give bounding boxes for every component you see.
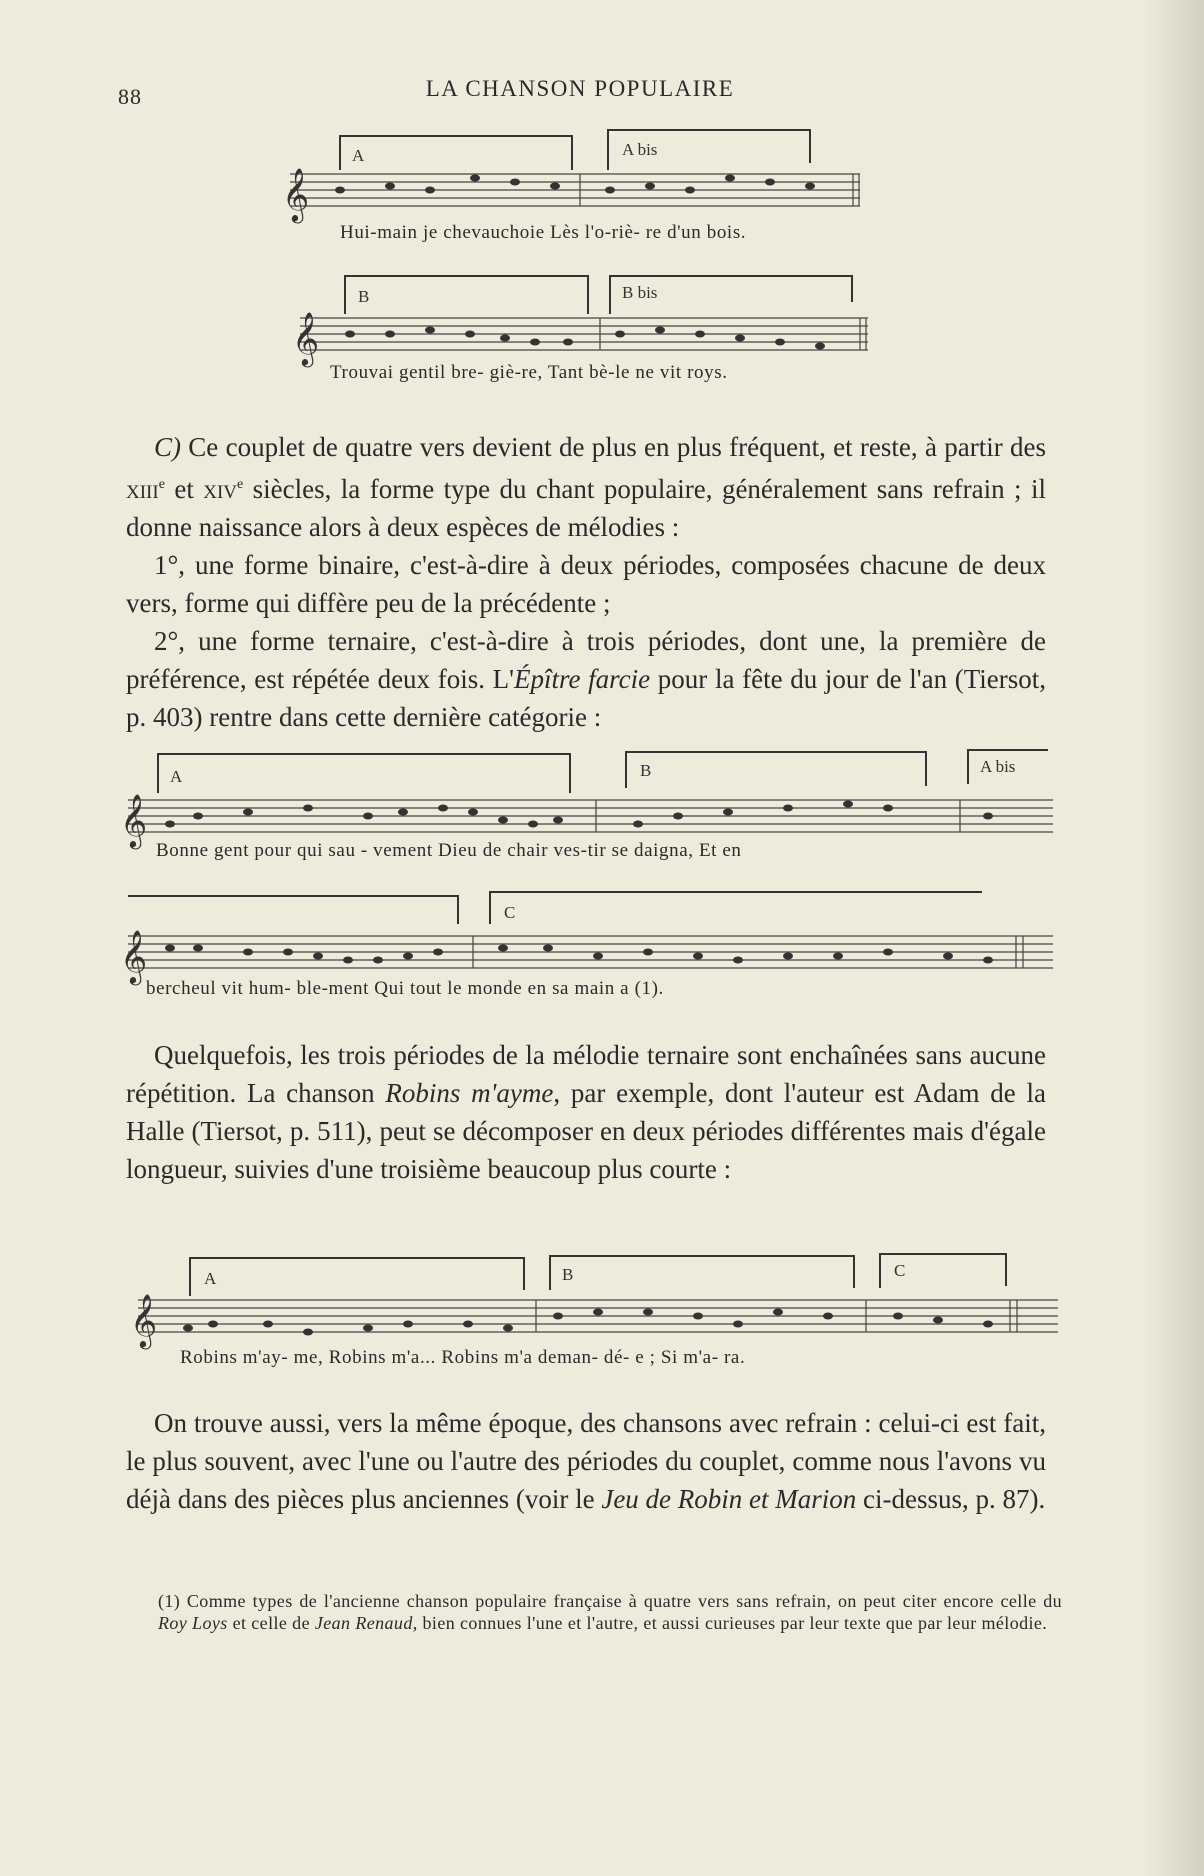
section-bracket-a-bis-continued: [128, 896, 458, 924]
treble-clef-icon: 𝄞: [282, 167, 310, 221]
section-label-a: A: [352, 146, 365, 165]
paragraph-text: Quelquefois, les trois périodes de la mélodie ternaire sont enchaînées sans aucune répétition. La chanson Robins m'ayme, par exemple, dont l'auteur est Adam de la Halle (Tiersot, p. 511), peut se décomposer en deux périodes différentes mais d'égale longueur, suivies d'une troisième beaucoup plus courte :: [126, 1040, 1046, 1184]
section-label-a-bis: A bis: [980, 757, 1016, 776]
section-label-a: A: [170, 767, 183, 786]
section-bracket-b: [345, 276, 588, 314]
music-example-3: [130, 1248, 1068, 1348]
treble-clef-icon: 𝄞: [130, 1293, 158, 1347]
section-bracket-a: [190, 1258, 524, 1296]
section-label-b: B: [640, 761, 652, 780]
page-number: 88: [118, 84, 142, 109]
section-label-a: A: [204, 1269, 217, 1288]
staff-notation: [120, 748, 1058, 848]
lyrics-line: Trouvai gentil bre- giè-re, Tant bè-le ne vit roys.: [330, 362, 728, 383]
staff-notation: [130, 1248, 1068, 1348]
page-edge-shadow: [1144, 0, 1204, 1876]
paragraph-c: [126, 428, 1046, 736]
note-heads: [165, 945, 993, 964]
section-label-b: B: [358, 287, 370, 306]
staff-lines: [128, 800, 1053, 832]
section-bracket-c: [490, 892, 982, 924]
note-heads: [345, 327, 825, 350]
staff-notation: [292, 262, 880, 365]
section-label-c: C: [504, 903, 516, 922]
lyrics-line: bercheul vit hum- ble-ment Qui tout le monde en sa main a (1).: [146, 978, 664, 999]
paragraph-text: 2°, une forme ternaire, c'est-à-dire à trois périodes, dont une, la première de préférence, est répétée deux fois. L'Épître farcie pour la fête du jour de l'an (Tiersot, p. 403) rentre dans cette dernière catégorie :: [126, 626, 1047, 732]
section-bracket-b: [626, 752, 926, 788]
section-bracket-a: [340, 136, 572, 170]
footnote: (1) Comme types de l'ancienne chanson populaire française à quatre vers sans refrain, on peut citer encore celle du Roy Loys et celle de Jean Renaud, bien connues l'une et l'autre, et aussi curieuses par leur texte que par leur mélodie.: [158, 1591, 1062, 1633]
paragraph-quelquefois: [126, 1036, 1046, 1188]
paragraph-lead: C): [154, 432, 181, 462]
music-example-2-row-1: [120, 748, 1058, 848]
staff-notation: [282, 118, 870, 221]
staff-notation: [120, 884, 1058, 984]
staff-lines: [138, 1300, 1058, 1332]
running-title: LA CHANSON POPULAIRE: [425, 76, 735, 101]
staff-lines: [290, 174, 860, 206]
section-label-b: B: [562, 1265, 574, 1284]
paragraph-text: 1°, une forme binaire, c'est-à-dire à deux périodes, composées chacune de deux vers, forme qui diffère peu de la précédente ;: [126, 550, 1046, 618]
section-label-a-bis: A bis: [622, 140, 658, 159]
music-example-2-row-2: [120, 884, 1058, 984]
paragraph-on-trouve: [126, 1404, 1046, 1518]
section-label-c: C: [894, 1261, 906, 1280]
section-bracket-b: [550, 1256, 854, 1290]
paragraph-text: On trouve aussi, vers la même époque, des chansons avec refrain : celui-ci est fait, le plus souvent, avec l'une ou l'autre des périodes du couplet, comme nous l'avons vu déjà dans des pièces plus anciennes (voir le Jeu de Robin et Marion ci-dessus, p. 87).: [126, 1408, 1046, 1514]
treble-clef-icon: 𝄞: [120, 929, 148, 983]
treble-clef-icon: 𝄞: [120, 793, 148, 847]
page-header: [0, 70, 1204, 110]
section-bracket-a: [158, 754, 570, 793]
staff-lines: [128, 936, 1053, 968]
music-example-1-row-2: [292, 262, 880, 365]
lyrics-line: Robins m'ay- me, Robins m'a... Robins m'a deman- dé- e ; Si m'a- ra.: [180, 1347, 746, 1368]
note-heads: [335, 175, 815, 194]
music-example-1-row-1: [282, 118, 870, 221]
section-label-b-bis: B bis: [622, 283, 658, 302]
lyrics-line: Hui-main je chevauchoie Lès l'o-riè- re d'un bois.: [340, 222, 747, 243]
lyrics-line: Bonne gent pour qui sau - vement Dieu de chair ves-tir se daigna, Et en: [156, 840, 742, 861]
paragraph-text: C) Ce couplet de quatre vers devient de plus en plus fréquent, et reste, à partir des xiii$^e$ et xiv$^e$ siècles, la forme type du chant populaire, généralement sans refrain ; il donne naissance alors à deux espèces de mélodies :: [126, 432, 1046, 542]
treble-clef-icon: 𝄞: [292, 311, 320, 365]
